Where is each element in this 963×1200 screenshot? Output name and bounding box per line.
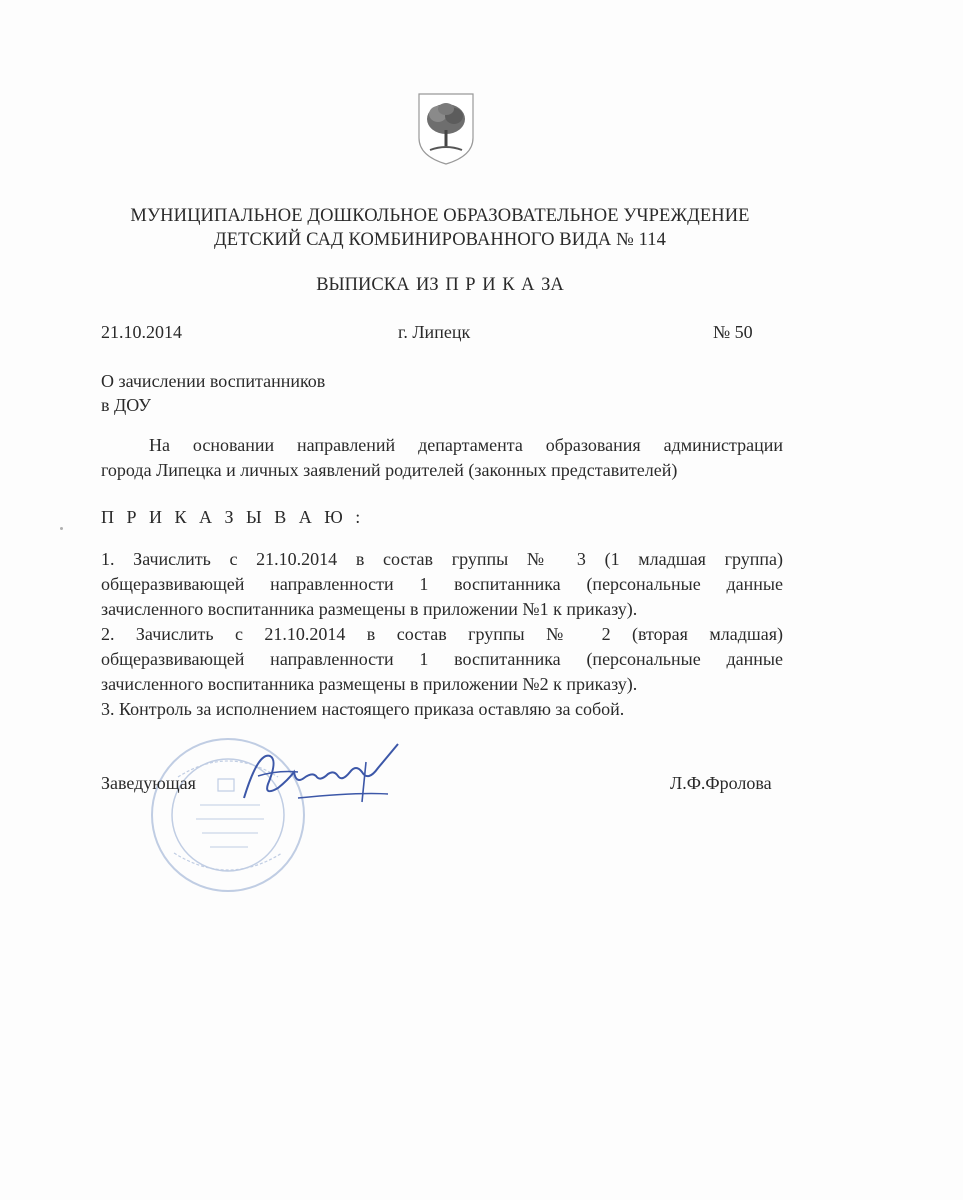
document-title: ВЫПИСКА ИЗ П Р И К А ЗА bbox=[316, 275, 564, 295]
order-city: г. Липецк bbox=[398, 322, 471, 342]
item-2-line-3: зачисленного воспитанника размещены в приложении №2 к приказу). bbox=[101, 674, 638, 694]
item-2-line-2: общеразвивающей направленности 1 воспитанника (персональные данные bbox=[101, 649, 783, 669]
scan-speck bbox=[60, 527, 63, 530]
order-subject bbox=[101, 369, 325, 417]
order-date: 21.10.2014 bbox=[101, 322, 182, 342]
item-2-line-1: 2. Зачислить с 21.10.2014 в состав группы № 2 (вторая младшая) bbox=[101, 624, 783, 644]
item-1-line-3: зачисленного воспитанника размещены в приложении №1 к приказу). bbox=[101, 599, 638, 619]
item-3-line-1: 3. Контроль за исполнением настоящего приказа оставляю за собой. bbox=[101, 699, 625, 719]
basis-paragraph bbox=[101, 433, 783, 483]
org-line-1: МУНИЦИПАЛЬНОЕ ДОШКОЛЬНОЕ ОБРАЗОВАТЕЛЬНОЕ УЧРЕЖДЕНИЕ bbox=[130, 206, 750, 226]
signer-position: Заведующая bbox=[101, 773, 196, 793]
basis-line-2: города Липецка и личных заявлений родителей (законных представителей) bbox=[101, 460, 678, 480]
order-items bbox=[101, 547, 783, 722]
subject-line-2: в ДОУ bbox=[101, 395, 152, 415]
order-word: П Р И К А З Ы В А Ю : bbox=[101, 507, 365, 527]
item-1-line-1: 1. Зачислить с 21.10.2014 в состав группы № 3 (1 младшая группа) bbox=[101, 549, 783, 569]
org-line-2: ДЕТСКИЙ САД КОМБИНИРОВАННОГО ВИДА № 114 bbox=[214, 230, 666, 250]
order-number: № 50 bbox=[713, 322, 753, 342]
basis-line-1: На основании направлений департамента образования администрации bbox=[149, 435, 783, 455]
item-1-line-2: общеразвивающей направленности 1 воспитанника (персональные данные bbox=[101, 574, 783, 594]
subject-line-1: О зачислении воспитанников bbox=[101, 371, 326, 391]
tree-crest-icon bbox=[416, 92, 476, 166]
signer-name: Л.Ф.Фролова bbox=[670, 773, 772, 793]
organization-name bbox=[0, 204, 880, 252]
handwritten-signature-icon bbox=[238, 742, 408, 810]
